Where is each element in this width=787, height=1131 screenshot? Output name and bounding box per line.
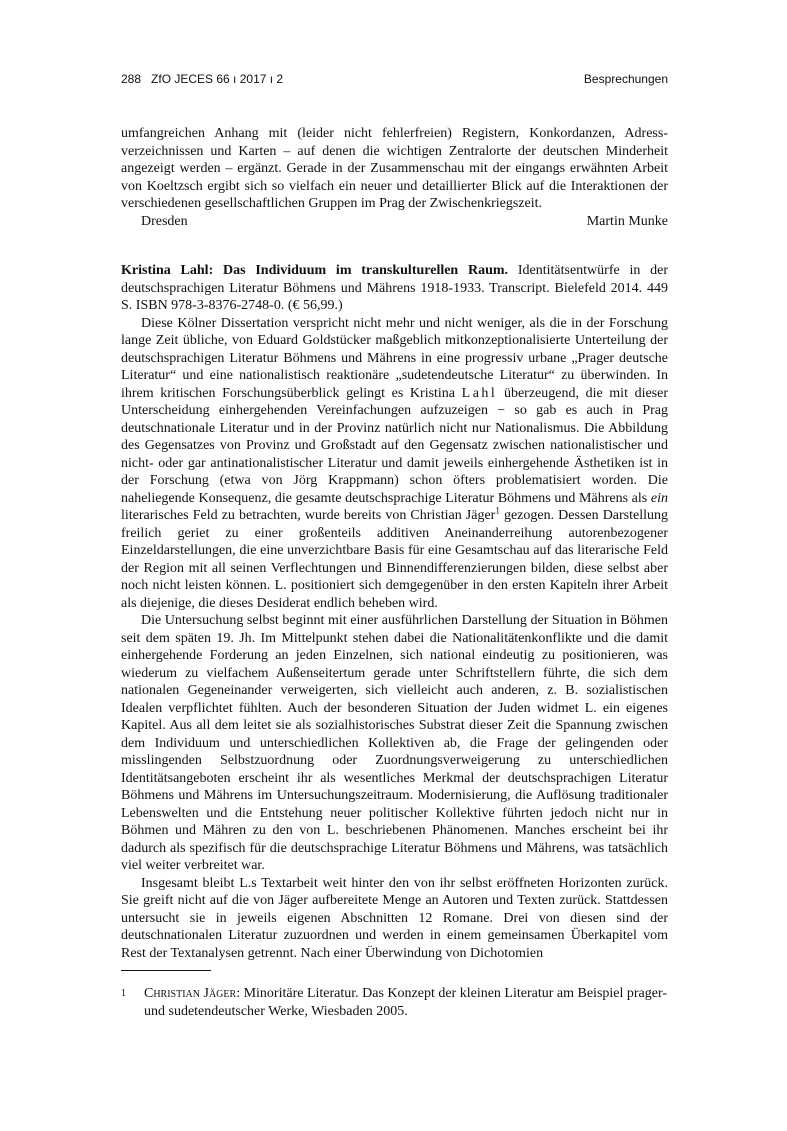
p1-part-a: Diese Kölner Dissertation verspricht nicht mehr und nicht weniger, als die in der Forschung lange Zeit übliche, von Eduard Goldstücker maßgeblich mitkonzeptionalisierte Unterteilung der deutschsprachigen Literatur Böhmens und Mährens in eine progressiv urbane „Prager deutsche Literatur“ und eine nationalistisch reaktionäre „sudetendeutsche Literatur“ zu überwinden. In ihrem kritischen Forschungsüberblick gelingt es Kristina [121, 315, 668, 401]
review-place: Dresden [141, 213, 188, 229]
footnote-author: Christian Jäger [144, 986, 237, 1001]
emphasis-ein: ein [650, 490, 668, 506]
footnote-citation: : Minoritäre Literatur. Das Konzept der kleinen Literatur am Beispiel prager- und sudetendeutscher Werke, Wiesbaden 2005. [144, 986, 668, 1019]
review-paragraph-1 [121, 315, 668, 613]
footnote-number: 1 [121, 988, 126, 999]
footnote [121, 985, 668, 1020]
prev-review-signature [121, 213, 668, 231]
review-paragraph-2: Die Untersuchung selbst beginnt mit einer ausführlichen Darstellung der Situation in Böhmen seit dem späten 19. Jh. Im Mittelpunkt stehen dabei die Nationalitätenkonflikte und die damit einhergehende Forderung an jeden Einzelnen, sich national eindeutig zu positionieren, was wiederum zu vielfachem Außenseitertum gerade unter Schriftstellern führte, die sich dem nationalen Gegeneinander verweigerten, sich vielleicht auch anderen, z. B. sozialistischen Idealen verpflichtet fühlten. Auch der besonderen Situation der Juden widmet L. ein eigenes Kapitel. Aus all dem leitet sie als sozialhistorisches Substrat dieser Zeit die Spannung zwischen dem Individuum und unterschiedlichen Kollektiven ab, die Frage der gelingenden oder misslingenden Selbstzuordnung oder Zuordnungsverweigerung zu unterschiedlichen Identitätsangeboten erscheint ihr als wesentliches Merkmal der deutschsprachigen Literatur Böhmens und Mährens im Untersuchungszeitraum. Modernisierung, die Auflösung traditionaler Lebenswelten und die Entstehung neuer politischer Kollektive führten jedoch nicht nur in Böhmen und Mähren zu den von L. beschriebenen Phänomenen. Manches erscheint bei ihr dadurch als spezifisch für die deutschsprachige Literatur Böhmens und Mährens, was tatsächlich viel weiter verbreitet war. [121, 613, 668, 873]
author-name-spaced: Lahl [461, 385, 498, 401]
p1-part-c: literarisches Feld zu betrachten, wurde bereits von Christian Jäger [121, 508, 496, 523]
footnote-separator [121, 970, 211, 971]
footnote-ref[interactable]: 1 [495, 505, 500, 516]
page-body [121, 125, 668, 962]
p1-part-b: überzeugend, die mit dieser Unterscheidung einhergehenden Vereinfachungen aufzuzeigen − so gab es auch in Prag deutschnationale Literatur und in der Provinz natürlich nicht nur Nationalismus. Die Abbildung des Gegensatzes von Provinz und Großstadt auf den Gegensatz zwischen nationalistischer und nicht- oder gar antinationalistischer Literatur und damit jeweils einhergehende Ästhetiken ist in der Forschung (etwa von Jörg Krappmann) schon öfters problematisiert worden. Die naheliegende Konsequenz, die gesamte deutschsprachige Literatur Böhmens und Mährens als [121, 385, 669, 506]
prev-review-text: umfangreichen Anhang mit (leider nicht fehlerfreien) Registern, Konkordanzen, Adressverzeichnissen und Karten – auf denen die wichtigen Zentralorte der deutschen Minderheit angezeigt werden – ergänzt. Gerade in der Zusammenschau mit der eingangs erwähnten Arbeit von Koeltzsch ergibt sich so vielfach ein neuer und detaillierter Blick auf die Interaktionen der verschiedenen gesellschaftlichen Gruppen im Prag der Zwischenkriegszeit. [121, 126, 668, 211]
reviewer-name: Martin Munke [586, 213, 668, 229]
header-left [121, 72, 283, 86]
p1-part-d: gezogen. Dessen Darstellung freilich geriet zu einer großenteils additiven Aneinanderreihung autorenbezogener Einzeldarstellungen, die eine unverzichtbare Basis für eine Gesamtschau auf das literarische Feld der Region mit all seinen Verflechtungen und Binnendifferenzierungen bilden, diese selbst aber noch nicht leisten können. L. positioniert sich demgegenüber in den ersten Kapiteln ihrer Arbeit als diejenige, die dieses Desiderat endlich beheben wird. [121, 508, 669, 611]
running-header [121, 72, 668, 92]
review-paragraph-3: Insgesamt bleibt L.s Textarbeit weit hinter den von ihr selbst eröffneten Horizonten zurück. Sie greift nicht auf die von Jäger aufbereitete Menge an Autoren und Texten zurück. Stattdessen untersucht sie in jeweils eigenen Abschnitten 12 Romane. Drei von diesen sind der deutschnationalen Literatur zuzuordnen und werden in einem gemeinsamen Überkapitel vom Rest der Textanalysen getrennt. Nach einer Überwindung von Dichotomien [121, 875, 668, 961]
review-title: Kristina Lahl: Das Individuum im transkulturellen Raum. [121, 263, 509, 278]
review-heading [121, 262, 668, 315]
footnote-text [144, 985, 668, 1020]
page-number: 288 [121, 72, 142, 86]
journal-name: ZfO JECES 66 ı 2017 ı 2 [151, 72, 284, 86]
review-bibliography: Identitätsentwürfe in der deutschsprachigen Literatur Böhmens und Mährens 1918-1933. Transcript. Bielefeld 2014. 449 S. ISBN 978-3-8376-2748-0. (€ 56,99.) [121, 263, 669, 313]
section-name: Besprechungen [583, 72, 668, 86]
